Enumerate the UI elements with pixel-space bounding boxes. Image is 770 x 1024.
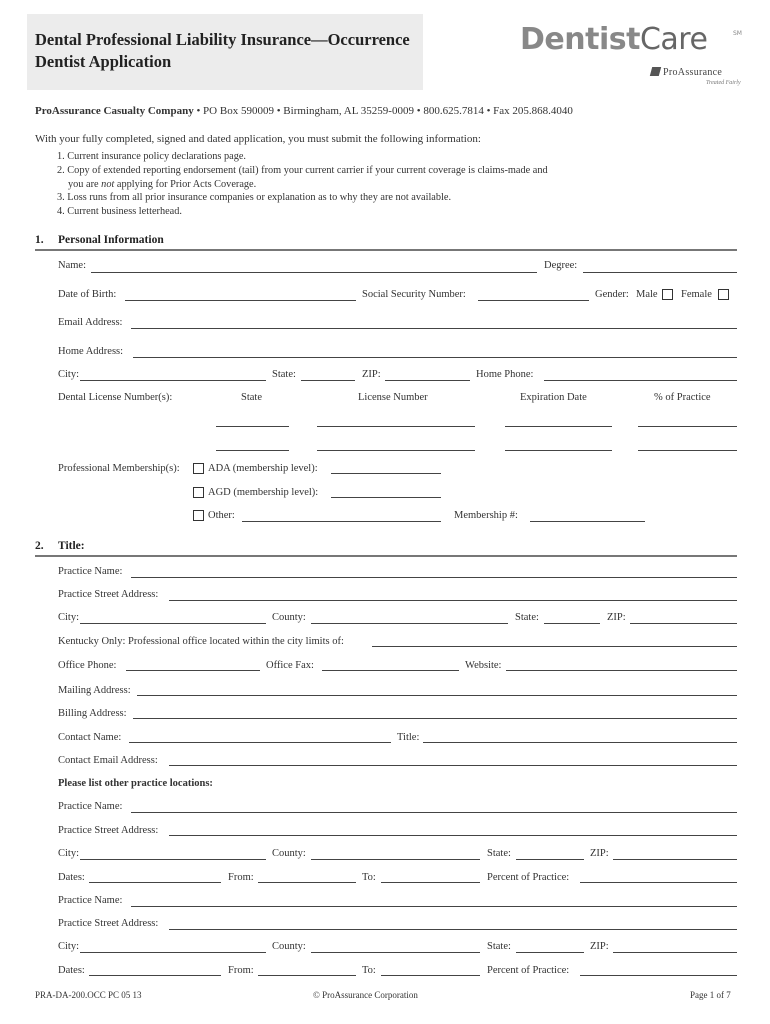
to-field[interactable]: [381, 882, 480, 883]
intro-text: With your fully completed, signed and dated application, you must submit the following information:: [35, 133, 481, 145]
state-field[interactable]: [544, 623, 600, 624]
license-expiration-field[interactable]: [505, 426, 612, 427]
city-field[interactable]: [80, 859, 266, 860]
email-label: Email Address:: [58, 317, 123, 328]
form-id: PRA-DA-200.OCC PC 05 13: [35, 990, 142, 1000]
dob-field[interactable]: [125, 300, 356, 301]
state-field[interactable]: [301, 380, 355, 381]
zip-label: ZIP:: [590, 941, 609, 952]
license-number-field[interactable]: [317, 450, 475, 451]
county-label: County:: [272, 612, 306, 623]
logo-dentist: Dentist: [520, 22, 640, 57]
practice-street-label: Practice Street Address:: [58, 918, 159, 929]
female-label: Female: [681, 289, 712, 300]
ssn-label: Social Security Number:: [362, 289, 466, 300]
contact-name-field[interactable]: [129, 742, 391, 743]
percent-field[interactable]: [580, 975, 737, 976]
practice-name-field[interactable]: [131, 812, 737, 813]
service-mark: SM: [733, 30, 742, 37]
dates-field[interactable]: [89, 975, 221, 976]
from-label: From:: [228, 872, 254, 883]
to-field[interactable]: [381, 975, 480, 976]
zip-label: ZIP:: [607, 612, 626, 623]
zip-label: ZIP:: [362, 369, 381, 380]
license-label: Dental License Number(s):: [58, 392, 173, 403]
membership-label: Professional Membership(s):: [58, 463, 180, 474]
other-label: Other:: [208, 510, 235, 521]
agd-checkbox[interactable]: [193, 487, 204, 498]
county-label: County:: [272, 848, 306, 859]
city-field[interactable]: [80, 952, 266, 953]
list-item: you are not applying for Prior Acts Coverage.: [68, 179, 257, 190]
practice-street-field[interactable]: [169, 600, 737, 601]
to-label: To:: [362, 965, 376, 976]
license-percent-field[interactable]: [638, 450, 737, 451]
email-field[interactable]: [131, 328, 737, 329]
billing-address-field[interactable]: [133, 718, 737, 719]
billing-address-label: Billing Address:: [58, 708, 127, 719]
degree-field[interactable]: [583, 272, 737, 273]
ada-level-field[interactable]: [331, 473, 441, 474]
logo-care: Care: [639, 22, 708, 57]
degree-label: Degree:: [544, 260, 578, 271]
membership-num-label: Membership #:: [454, 510, 518, 521]
col-license-header: License Number: [358, 392, 428, 403]
male-label: Male: [636, 289, 658, 300]
practice-name-field[interactable]: [131, 906, 737, 907]
website-field[interactable]: [506, 670, 737, 671]
from-field[interactable]: [258, 975, 356, 976]
city-field[interactable]: [80, 623, 266, 624]
state-label: State:: [487, 848, 511, 859]
practice-name-field[interactable]: [131, 577, 737, 578]
membership-num-field[interactable]: [530, 521, 645, 522]
copyright: © ProAssurance Corporation: [313, 990, 418, 1000]
state-field[interactable]: [516, 859, 584, 860]
zip-field[interactable]: [630, 623, 737, 624]
dob-label: Date of Birth:: [58, 289, 117, 300]
mailing-address-label: Mailing Address:: [58, 685, 131, 696]
county-field[interactable]: [311, 859, 480, 860]
kentucky-label: Kentucky Only: Professional office located within the city limits of:: [58, 636, 344, 647]
section-title: Personal Information: [58, 234, 164, 246]
contact-email-label: Contact Email Address:: [58, 755, 158, 766]
state-label: State:: [515, 612, 539, 623]
section-number: 1.: [35, 234, 44, 246]
city-label: City:: [58, 848, 80, 859]
license-number-field[interactable]: [317, 426, 475, 427]
section-divider: [35, 555, 737, 557]
mailing-address-field[interactable]: [137, 695, 737, 696]
home-address-field[interactable]: [133, 357, 737, 358]
ada-label: ADA (membership level):: [208, 463, 318, 474]
website-label: Website:: [465, 660, 502, 671]
section-number: 2.: [35, 540, 44, 552]
county-field[interactable]: [311, 623, 508, 624]
agd-level-field[interactable]: [331, 497, 441, 498]
document-subtitle: Dentist Application: [35, 52, 172, 71]
col-state-header: State: [241, 392, 262, 403]
list-item: 3. Loss runs from all prior insurance companies or explanation as to why they are not available.: [57, 192, 452, 203]
name-label: Name:: [58, 260, 86, 271]
practice-street-label: Practice Street Address:: [58, 589, 159, 600]
name-field[interactable]: [91, 272, 537, 273]
tagline: Treated Fairly: [706, 80, 741, 86]
license-state-field[interactable]: [216, 426, 289, 427]
practice-name-label: Practice Name:: [58, 566, 123, 577]
city-label: City:: [58, 612, 80, 623]
dates-label: Dates:: [58, 872, 85, 883]
title-field[interactable]: [423, 742, 737, 743]
practice-street-field[interactable]: [169, 929, 737, 930]
from-field[interactable]: [258, 882, 356, 883]
home-phone-field[interactable]: [544, 380, 737, 381]
section-divider: [35, 249, 737, 251]
gender-label: Gender:: [595, 289, 629, 300]
county-field[interactable]: [311, 952, 480, 953]
zip-field[interactable]: [613, 952, 737, 953]
office-phone-field[interactable]: [126, 670, 260, 671]
practice-name-label: Practice Name:: [58, 895, 123, 906]
zip-field[interactable]: [613, 859, 737, 860]
zip-label: ZIP:: [590, 848, 609, 859]
city-label: City:: [58, 369, 80, 380]
title-label: Title:: [397, 732, 420, 743]
percent-field[interactable]: [580, 882, 737, 883]
city-label: City:: [58, 941, 80, 952]
home-address-label: Home Address:: [58, 346, 124, 357]
percent-label: Percent of Practice:: [487, 872, 570, 883]
col-expiration-header: Expiration Date: [520, 392, 587, 403]
home-phone-label: Home Phone:: [476, 369, 534, 380]
ssn-field[interactable]: [478, 300, 589, 301]
practice-name-label: Practice Name:: [58, 801, 123, 812]
contact-name-label: Contact Name:: [58, 732, 122, 743]
city-field[interactable]: [80, 380, 266, 381]
contact-email-field[interactable]: [169, 765, 737, 766]
other-checkbox[interactable]: [193, 510, 204, 521]
page-number: Page 1 of 7: [690, 990, 731, 1000]
state-label: State:: [272, 369, 296, 380]
office-fax-field[interactable]: [322, 670, 459, 671]
col-percent-header: % of Practice: [654, 392, 711, 403]
zip-field[interactable]: [385, 380, 470, 381]
dates-label: Dates:: [58, 965, 85, 976]
license-state-field[interactable]: [216, 450, 289, 451]
document-title: Dental Professional Liability Insurance—Occurrence: [35, 30, 410, 49]
license-expiration-field[interactable]: [505, 450, 612, 451]
dates-field[interactable]: [89, 882, 221, 883]
other-locations-heading: Please list other practice locations:: [58, 778, 213, 789]
list-item: 4. Current business letterhead.: [57, 206, 182, 217]
list-item: 1. Current insurance policy declarations page.: [57, 151, 246, 162]
female-checkbox[interactable]: [718, 289, 729, 300]
state-field[interactable]: [516, 952, 584, 953]
dentistcare-logo: [520, 22, 707, 57]
kentucky-field[interactable]: [372, 646, 737, 647]
other-field[interactable]: [242, 521, 441, 522]
list-item: 2. Copy of extended reporting endorsement (tail) from your current carrier if your current coverage is claims-made and: [57, 165, 548, 176]
male-checkbox[interactable]: [662, 289, 673, 300]
from-label: From:: [228, 965, 254, 976]
office-fax-label: Office Fax:: [266, 660, 314, 671]
section-title: Title:: [58, 540, 85, 552]
county-label: County:: [272, 941, 306, 952]
percent-label: Percent of Practice:: [487, 965, 570, 976]
state-label: State:: [487, 941, 511, 952]
to-label: To:: [362, 872, 376, 883]
agd-label: AGD (membership level):: [208, 487, 319, 498]
practice-street-label: Practice Street Address:: [58, 825, 159, 836]
proassurance-logo: ProAssurance: [651, 67, 722, 78]
ada-checkbox[interactable]: [193, 463, 204, 474]
company-info: ProAssurance Casualty Company • PO Box 590009 • Birmingham, AL 35259-0009 • 800.625.7814 • Fax 205.868.4040: [35, 105, 573, 117]
office-phone-label: Office Phone:: [58, 660, 117, 671]
proassurance-mark-icon: [650, 67, 661, 76]
license-percent-field[interactable]: [638, 426, 737, 427]
practice-street-field[interactable]: [169, 835, 737, 836]
